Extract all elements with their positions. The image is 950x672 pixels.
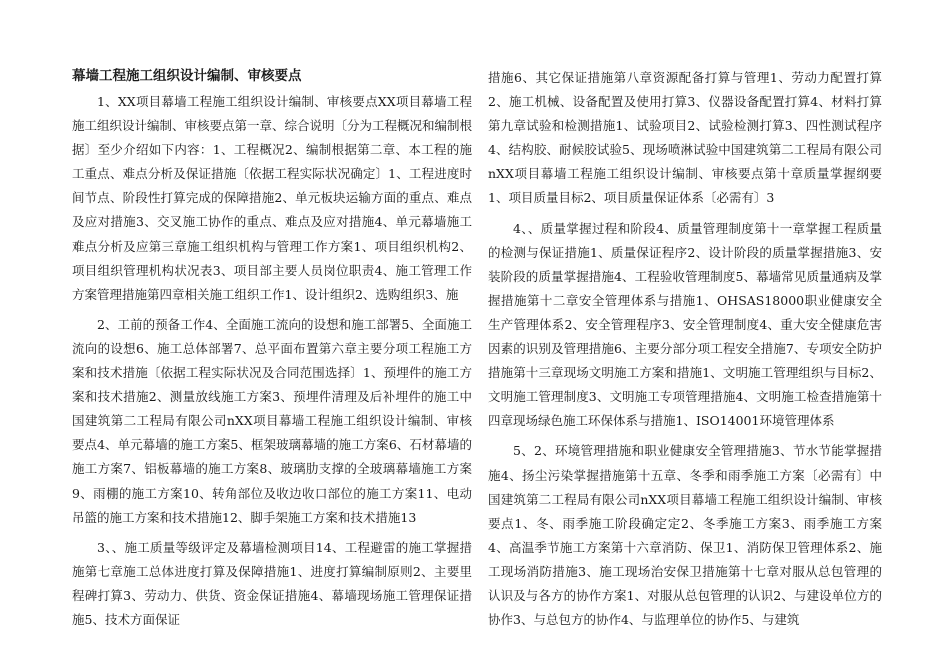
left-column xyxy=(72,66,472,638)
document-title: 幕墙工程施工组织设计编制、审核要点 xyxy=(72,68,302,84)
paragraph-4: 4、、质量掌握过程和阶段4、质量管理制度第十一章掌握工程质量的检测与保证措施1、质量保证程序2、设计阶段的质量掌握措施3、安装阶段的质量掌握措施4、工程验收管理制度5、幕墙常见质量通病及掌握措施第十二章安全管理体系与措施1、OHSAS18000职业健康安全生产管理体系2、安全管理程序3、安全管理制度4、重大安全健康危害因素的识别及管理措施6、主要分部分项工程安全措施7、专项安全防护措施第十三章现场文明施工方案和措施1、文明施工管理组织与目标2、文明施工管理制度3、文明施工专项管理措施4、文明施工检查措施第十四章现场绿色施工环保体系与措施1、ISO14001环境管理体系 xyxy=(488,220,882,429)
paragraph-5: 5、2、环境管理措施和职业健康安全管理措施3、节水节能掌握措施4、扬尘污染掌握措施第十五章、冬季和雨季施工方案〔必需有〕中国建筑第二工程局有限公司nXX项目幕墙工程施工组织设计编制、审核要点1、冬、雨季施工阶段确定定2、冬季施工方案3、雨季施工方案4、高温季节施工方案第十六章消防、保卫1、消防保卫管理体系2、施工现场消防措施3、施工现场治安保卫措施第十七章对服从总包管理的认识及与各方的协作方案1、对服从总包管理的认识2、与建设单位方的协作3、与总包方的协作4、与监理单位的协作5、与建筑 xyxy=(488,443,882,628)
paragraph-1: 1、XX项目幕墙工程施工组织设计编制、审核要点XX项目幕墙工程施工组织设计编制、审核要点第一章、综合说明〔分为工程概况和编制根据〕至少介绍如下内容：1、工程概况2、编制根据第二章、本工程的施工重点、难点分析及保证措施〔依据工程实际状况确定〕1、工程进度时间节点、阶段性打算完成的保障措施2、单元板块运输方面的重点、难点及应对措施3、交叉施工协作的重点、难点及应对措施4、单元幕墙施工难点分析及应第三章施工组织机构与管理工作方案1、项目组织机构2、项目组织管理机构状况表3、项目部主要人员岗位职责4、施工管理工作方案管理措施第四章相关施工组织工作1、设计组织2、选购组织3、施 xyxy=(72,94,473,302)
right-column xyxy=(488,66,882,638)
paragraph-3: 3、、施工质量等级评定及幕墙检测项目14、工程避雷的施工掌握措施第七章施工总体进度打算及保障措施1、进度打算编制原则2、主要里程碑打算3、劳动力、供货、资金保证措施4、幕墙现场施工管理保证措施5、技术方面保证 xyxy=(72,539,472,627)
paragraph-2: 2、工前的预备工作4、全面施工流向的设想和施工部署5、全面施工流向的设想6、施工总体部署7、总平面布置第六章主要分项工程施工方案和技术措施〔依据工程实际状况及合同范围选择〕1、预埋件的施工方案和技术措施2、测量放线施工方案3、预埋件清理及后补埋件的施工中国建筑第二工程局有限公司nXX项目幕墙工程施工组织设计编制、审核要点4、单元幕墙的施工方案5、框架玻璃幕墙的施工方案6、石材幕墙的施工方案7、铝板幕墙的施工方案8、玻璃肋支撑的全玻璃幕墙施工方案9、雨棚的施工方案10、转角部位及收边收口部位的施工方案11、电动吊篮的施工方案和技术措施12、脚手架施工方案和技术措施13 xyxy=(72,316,472,525)
paragraph-continuation: 措施6、其它保证措施第八章资源配备打算与管理1、劳动力配置打算2、施工机械、设备配置及使用打算3、仪器设备配置打算4、材料打算第九章试验和检测措施1、试验项目2、试验检测打算3、四性测试程序4、结构胶、耐候胶试验5、现场喷淋试验中国建筑第二工程局有限公司nXX项目幕墙工程施工组织设计编制、审核要点第十章质量掌握纲要1、项目质量目标2、项目质量保证体系〔必需有〕3 xyxy=(488,70,882,206)
